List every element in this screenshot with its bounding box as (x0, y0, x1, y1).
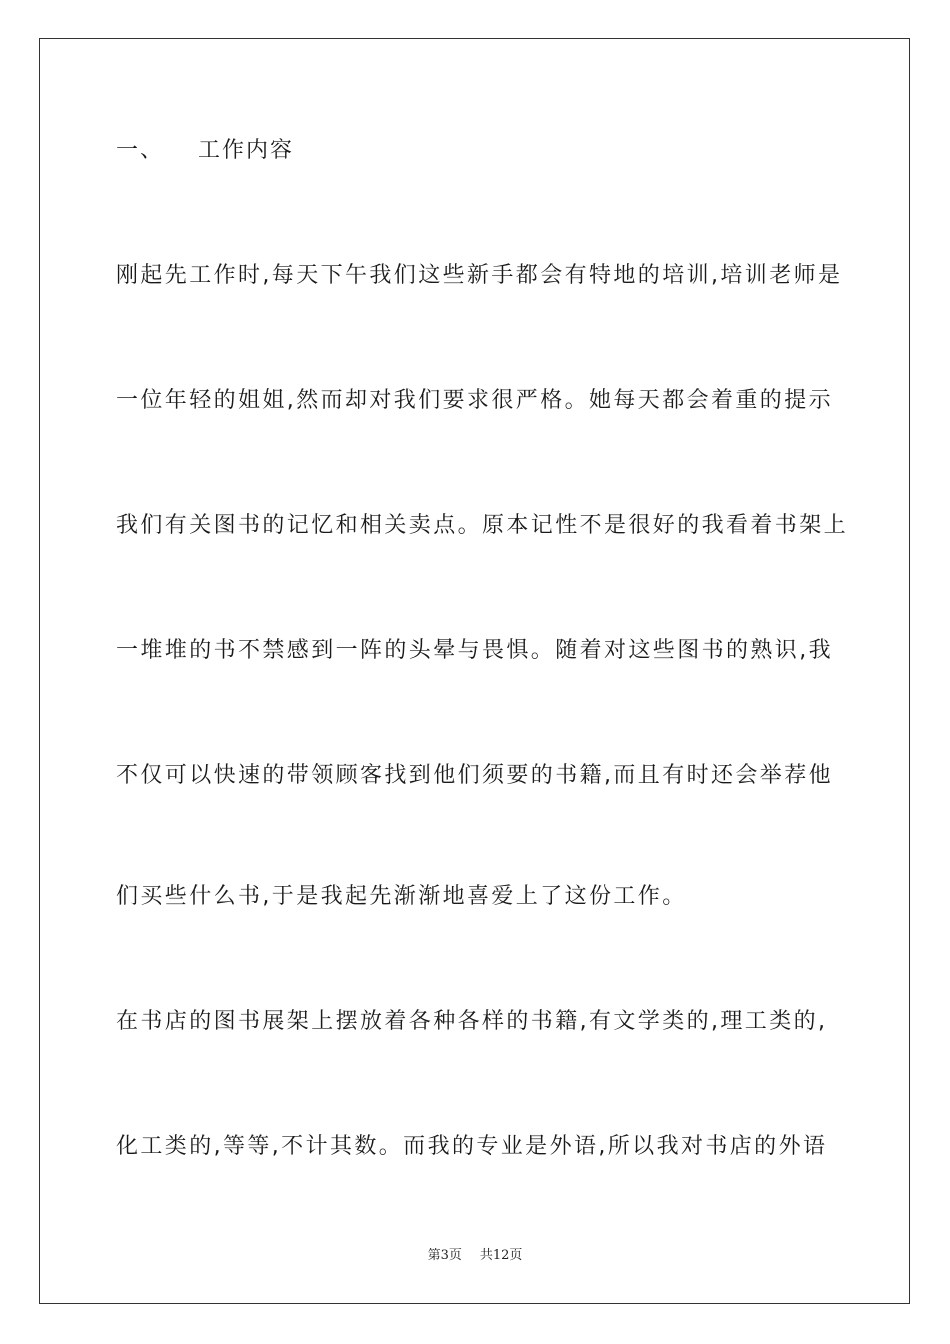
section-title: 工作内容 (198, 138, 295, 163)
body-line-5: 不仅可以快速的带领顾客找到他们须要的书籍,而且有时还会举荐他 (116, 763, 833, 788)
body-line-2: 一位年轻的姐姐,然而却对我们要求很严格。她每天都会着重的提示 (116, 388, 833, 413)
page-total: 共12页 (479, 1248, 523, 1263)
body-line-6: 们买些什么书,于是我起先渐渐地喜爱上了这份工作。 (116, 884, 687, 909)
page-border (39, 38, 910, 1304)
section-heading (116, 137, 294, 165)
page-footer (0, 1248, 950, 1264)
body-line-1: 刚起先工作时,每天下午我们这些新手都会有特地的培训,培训老师是 (116, 263, 843, 288)
section-number: 一、 (116, 138, 165, 163)
body-line-7: 在书店的图书展架上摆放着各种各样的书籍,有文学类的,理工类的, (116, 1009, 828, 1034)
body-line-3: 我们有关图书的记忆和相关卖点。原本记性不是很好的我看着书架上 (116, 513, 849, 538)
page-number: 第3页 (427, 1248, 462, 1263)
body-line-4: 一堆堆的书不禁感到一阵的头晕与畏惧。随着对这些图书的熟识,我 (116, 638, 833, 663)
body-line-8: 化工类的,等等,不计其数。而我的专业是外语,所以我对书店的外语 (116, 1134, 828, 1159)
